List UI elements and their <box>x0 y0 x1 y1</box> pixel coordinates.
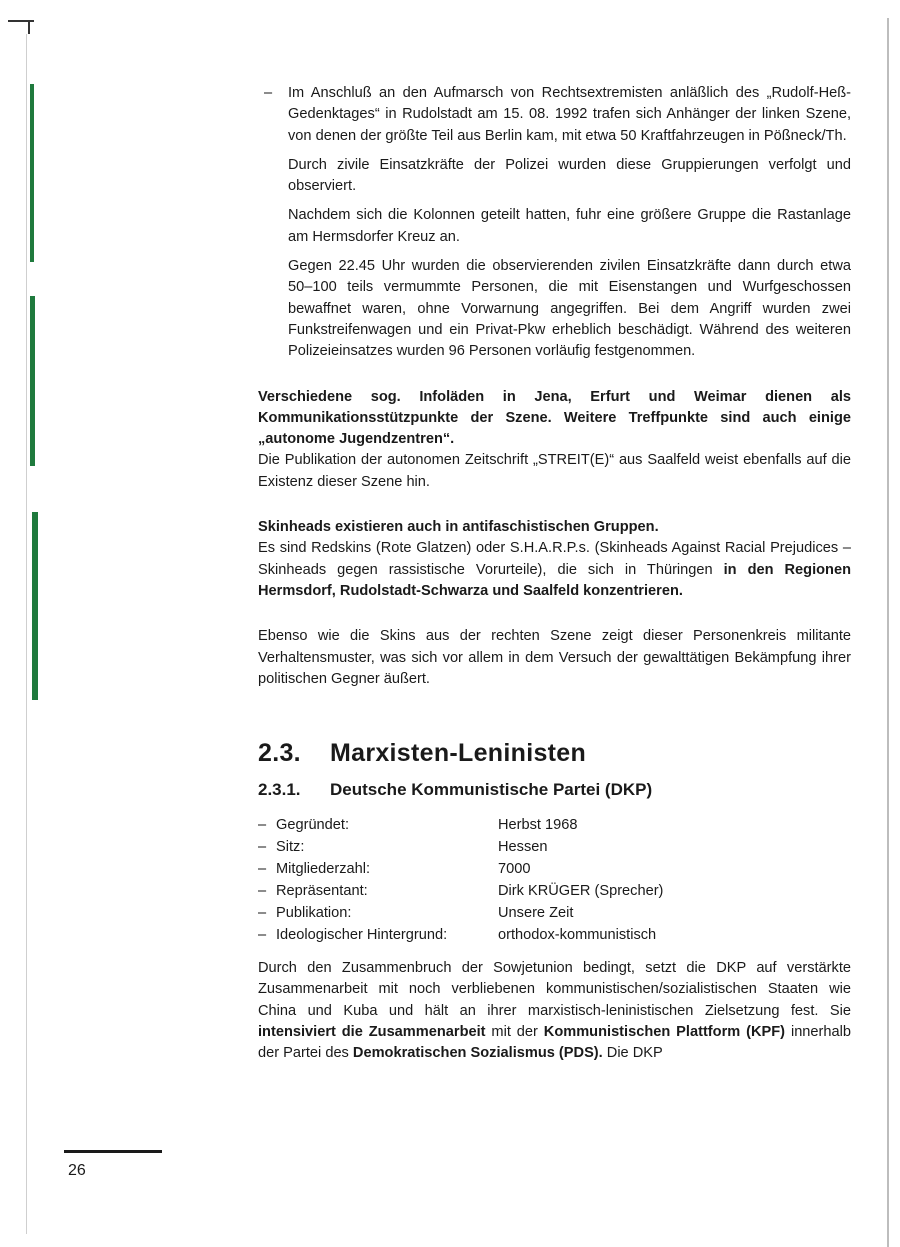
margin-bar-1 <box>30 84 34 262</box>
closing-text-3: innerhalb der Partei des <box>258 1024 851 1062</box>
closing-bold-2: Kommunistischen Plattform (KPF) <box>543 1024 786 1041</box>
subsection-heading <box>258 778 851 802</box>
fact-row <box>258 814 663 836</box>
closing-bold-1: intensiviert die Zusammenarbeit <box>258 1024 486 1041</box>
fact-label: Mitgliederzahl: <box>276 861 371 878</box>
observation-paragraph: Durch zivile Einsatzkräfte der Polizei wurden diese Gruppierungen verfolgt und observiert. <box>288 156 851 195</box>
fact-row <box>258 880 663 902</box>
skinheads-paragraph <box>258 517 851 602</box>
fact-label: Sitz: <box>276 839 305 856</box>
list-dash: – <box>258 883 267 900</box>
fact-label: Gegründet: <box>276 817 350 834</box>
list-dash: – <box>264 85 273 101</box>
skinheads-regions: in den Regionen Hermsdorf, Rudolstadt-Schwarza und Saalfeld konzentrieren. <box>258 561 851 599</box>
subsection-title: Deutsche Kommunistische Partei (DKP) <box>330 780 653 800</box>
section-title: Marxisten-Leninisten <box>330 739 587 768</box>
section-heading <box>258 738 851 768</box>
fact-value: 7000 <box>498 861 531 878</box>
crop-mark-horizontal <box>8 20 34 22</box>
section-number: 2.3. <box>258 739 301 768</box>
fact-row <box>258 902 663 924</box>
closing-bold-3: Demokratischen Sozialismus (PDS). <box>352 1045 603 1062</box>
list-dash: – <box>258 905 267 922</box>
closing-text-2: mit der <box>485 1024 544 1041</box>
list-dash: – <box>258 817 267 834</box>
fact-label: Publikation: <box>276 905 352 922</box>
fact-value: orthodox-kommunistisch <box>498 927 657 944</box>
left-page-edge <box>26 34 27 1234</box>
page-number: 26 <box>68 1162 86 1179</box>
fact-row <box>258 924 663 946</box>
intro-list-item <box>258 83 851 147</box>
dkp-facts-table <box>258 814 663 946</box>
infolaeden-paragraph <box>258 387 851 493</box>
fact-value: Herbst 1968 <box>498 817 578 834</box>
fact-value: Dirk KRÜGER (Sprecher) <box>498 883 664 900</box>
skinheads-text: Es sind Redskins (Rote Glatzen) oder S.H.A.R.P.s. (Skinheads Against Racial Prejudices – Skinheads gegen rassistische Vorurteile), die sich in Thüringen <box>258 540 851 578</box>
ebenso-paragraph: Ebenso wie die Skins aus der rechten Szene zeigt dieser Personenkreis militante Verhaltensmuster, was sich vor allem in dem Versuch der gewalttätigen Bekämpfung ihrer politischen Gegner äußert. <box>258 628 851 687</box>
dkp-closing-paragraph <box>258 958 851 1064</box>
closing-text-1: Durch den Zusammenbruch der Sowjetunion bedingt, setzt die DKP auf verstärkte Zusammenarbeit mit noch verbliebenen kommunistischen/sozialistischen Staaten wie China und Kuba und hält an ihrer marxistisch-leninistischen Zielsetzung fest. Sie <box>258 960 851 1019</box>
fact-label: Repräsentant: <box>276 883 368 900</box>
subsection-number: 2.3.1. <box>258 780 301 800</box>
infolaeden-bold-text: Verschiedene sog. Infoläden in Jena, Erfurt und Weimar dienen als Kommunikationsstützpunkte der Szene. Weitere Treffpunkte sind auch einige „autonome Jugendzentren“. <box>258 388 851 448</box>
fact-row <box>258 858 663 880</box>
fact-label: Ideologischer Hintergrund: <box>276 927 448 944</box>
hermsdorf-paragraph: Nachdem sich die Kolonnen geteilt hatten, fuhr eine größere Gruppe die Rastanlage am Hermsdorfer Kreuz an. <box>288 207 851 245</box>
skinheads-heading: Skinheads existieren auch in antifaschistischen Gruppen. <box>258 519 659 536</box>
intro-text: Im Anschluß an den Aufmarsch von Rechtsextremisten anläßlich des „Rudolf-Heß-Gedenktages“ in Rudolstadt am 15. 08. 1992 trafen sich Anhänger der linken Szene, von denen der größte Teil aus Berlin kam, mit etwa 50 Kraftfahrzeugen in Pößneck/Th. <box>288 85 851 144</box>
list-dash: – <box>258 839 267 856</box>
page-content <box>258 83 851 1065</box>
footer-rule <box>64 1150 162 1153</box>
list-dash: – <box>258 927 267 944</box>
margin-bar-2 <box>30 296 35 466</box>
infolaeden-text: Die Publikation der autonomen Zeitschrift „STREIT(E)“ aus Saalfeld weist ebenfalls auf die Existenz dieser Szene hin. <box>258 452 851 490</box>
closing-text-4: Die DKP <box>602 1045 663 1062</box>
list-dash: – <box>258 861 267 878</box>
margin-bar-3 <box>32 512 38 700</box>
fact-row <box>258 836 663 858</box>
fact-value: Hessen <box>498 839 548 856</box>
attack-paragraph: Gegen 22.45 Uhr wurden die observierenden zivilen Einsatzkräfte dann durch etwa 50–100 teils vermummte Personen, die mit Eisenstangen und Wurfgeschossen bewaffnet waren, ohne Vorwarnung angegriffen. Bei dem Angriff wurden zwei Funkstreifenwagen und ein Privat-Pkw erheblich beschädigt. Während des weiteren Polizeieinsatzes wurden 96 Personen vorläufig festgenommen. <box>288 258 851 360</box>
fact-value: Unsere Zeit <box>498 905 574 922</box>
right-page-edge <box>887 18 889 1247</box>
crop-mark-vertical <box>28 20 30 34</box>
